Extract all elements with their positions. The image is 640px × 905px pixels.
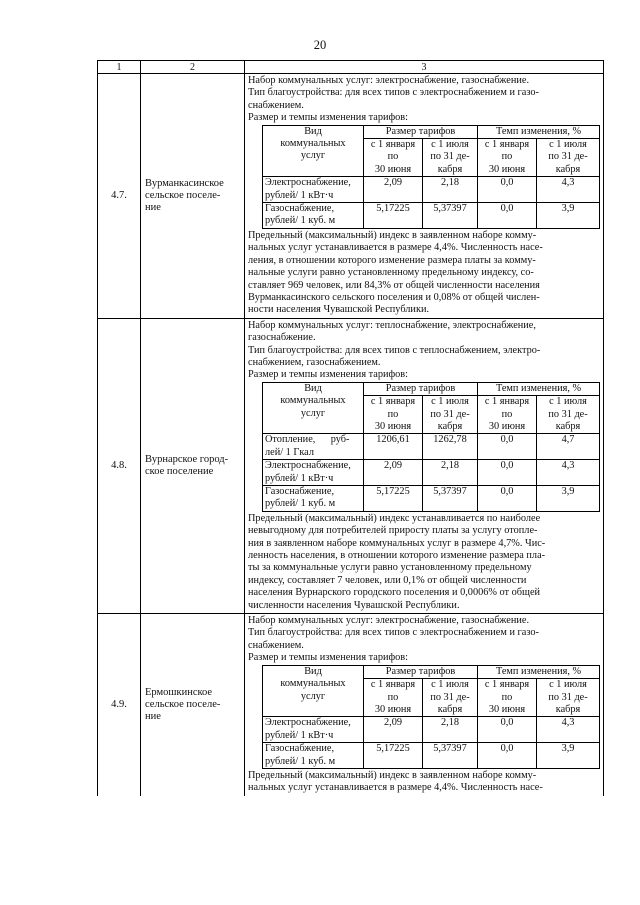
outro-text-line: ления, в отношении которого изменение размера платы за комму- — [248, 254, 536, 266]
tariff-value: 2,18 — [423, 460, 478, 486]
outro-text-line: Предельный (максимальный) индекс в заявленном наборе комму- — [248, 769, 537, 781]
change-rate-value: 3,9 — [537, 486, 600, 512]
row-description — [245, 614, 604, 796]
change-rate-value: 0,0 — [478, 434, 537, 460]
tariff-value: 2,09 — [364, 460, 423, 486]
change-rate-header: Темп изменения, % — [478, 382, 600, 395]
outro-text-line: ленность населения, в отношении которого изменение размера пла- — [248, 550, 546, 562]
change-rate-value: 0,0 — [478, 460, 537, 486]
tariff-value: 2,09 — [364, 717, 423, 743]
period-header-line: с 1 июля — [549, 396, 587, 408]
service-name — [263, 717, 364, 743]
settlement-name — [141, 74, 245, 319]
intro-text-line: Тип благоустройства: для всех типов с теплоснабжением, электро- — [248, 344, 541, 356]
period-header-line: с 1 января — [484, 139, 530, 151]
change-rate-value: 0,0 — [478, 203, 537, 229]
period-header-line: кабря — [555, 420, 581, 432]
outro-text-line: населения Вурнарского городского поселения и 0,0006% от общей — [248, 587, 541, 599]
tariff-value: 5,37397 — [423, 203, 478, 229]
tariff-value: 5,17225 — [364, 203, 423, 229]
tariff-value: 5,37397 — [423, 486, 478, 512]
period-header-line: по — [501, 151, 513, 163]
outro-text-line: нальных услуг устанавливается в размере 4,4%. Численность насе- — [248, 242, 543, 254]
tariff-value: 2,09 — [364, 177, 423, 203]
tariff-table — [97, 60, 604, 796]
period-header-line: по 31 де- — [430, 151, 470, 163]
period-header-line: по 31 де- — [548, 691, 588, 703]
subtable-header-row — [263, 125, 600, 138]
tariff-value: 5,17225 — [364, 486, 423, 512]
header-col-2: 2 — [141, 61, 245, 74]
settlement-name-line: Ермошкинское — [145, 686, 213, 698]
table-row — [98, 318, 604, 613]
settlement-name — [141, 614, 245, 796]
intro-text-line: Размер и темпы изменения тарифов: — [248, 112, 409, 124]
change-rate-value: 4,7 — [537, 434, 600, 460]
table-header-row — [98, 61, 604, 74]
period-header-line: 30 июня — [374, 420, 412, 432]
outro-text-line: невыгодному для потребителей приросту платы за услугу отопле- — [248, 525, 538, 537]
tariff-value: 5,17225 — [364, 743, 423, 769]
outro-text-line: ния в заявленном наборе коммунальных услуг в размере 4,7%. Чис- — [248, 537, 546, 549]
period-header-line: с 1 июля — [431, 679, 469, 691]
period-jan-jun-header — [364, 679, 423, 717]
service-row — [263, 434, 600, 460]
service-name-line: Газоснабжение, — [265, 486, 335, 497]
outro-text-line: индексу, составляет 7 человек, или 0,1% от общей численности — [248, 574, 527, 586]
period-jul-dec-header — [423, 679, 478, 717]
service-row — [263, 486, 600, 512]
period-header-line: с 1 января — [370, 139, 416, 151]
row-description — [245, 318, 604, 613]
period-header-line: по — [387, 151, 399, 163]
tariff-subtable — [262, 125, 600, 229]
period-header-line: кабря — [555, 703, 581, 715]
subtable-header-row — [263, 665, 600, 678]
change-rate-header: Темп изменения, % — [478, 665, 600, 678]
outro-text-line: ставляет 969 человек, или 84,3% от общей численности населения — [248, 279, 540, 291]
period-jul-dec-header — [423, 396, 478, 434]
tariff-size-header: Размер тарифов — [364, 382, 478, 395]
service-name-line: рублей/ 1 кВт·ч — [265, 472, 334, 484]
service-type-header-line: коммунальных — [280, 138, 346, 150]
period-header-line: с 1 июля — [431, 396, 469, 408]
period-header-line: 30 июня — [488, 163, 526, 175]
service-type-header — [263, 125, 364, 177]
period-jan-jun-header — [478, 139, 537, 177]
intro-text-line: Набор коммунальных услуг: электроснабжение, газоснабжение. — [248, 615, 530, 627]
service-type-header-line: коммунальных — [280, 395, 346, 407]
change-rate-value: 0,0 — [478, 177, 537, 203]
period-header-line: с 1 июля — [431, 139, 469, 151]
service-name-line: Электроснабжение, — [265, 460, 351, 472]
change-rate-value: 0,0 — [478, 743, 537, 769]
period-header-line: 30 июня — [488, 703, 526, 715]
tariff-value: 1262,78 — [423, 434, 478, 460]
service-name-line: рублей/ 1 куб. м — [265, 498, 336, 510]
row-number: 4.7. — [98, 74, 141, 319]
settlement-name-line: ское поселение — [145, 465, 214, 477]
settlement-name — [141, 318, 245, 613]
period-header-line: с 1 января — [484, 679, 530, 691]
intro-text-line: снабжением. — [248, 639, 304, 651]
intro-text-line: газоснабжение. — [248, 332, 316, 344]
period-header-line: с 1 января — [370, 396, 416, 408]
tariff-size-header: Размер тарифов — [364, 665, 478, 678]
change-rate-value: 3,9 — [537, 743, 600, 769]
intro-text-line: Тип благоустройства: для всех типов с электроснабжением и газо- — [248, 87, 539, 99]
period-header-line: по 31 де- — [430, 408, 470, 420]
service-name — [263, 434, 364, 460]
table-row — [98, 74, 604, 319]
intro-text-line: снабжением. — [248, 99, 304, 111]
service-row — [263, 743, 600, 769]
outro-text-line: нальные услуги равно установленному предельному индексу, со- — [248, 267, 534, 279]
period-header-line: 30 июня — [374, 163, 412, 175]
tariff-value: 2,18 — [423, 177, 478, 203]
service-name-line: Электроснабжение, — [265, 717, 351, 729]
service-type-header-line: услуг — [300, 150, 326, 162]
tariff-value: 2,18 — [423, 717, 478, 743]
settlement-name-line: сельское поселе- — [145, 189, 221, 201]
service-type-header — [263, 665, 364, 717]
change-rate-value: 3,9 — [537, 203, 600, 229]
service-type-header-line: услуг — [300, 407, 326, 419]
period-jan-jun-header — [364, 139, 423, 177]
service-name — [263, 460, 364, 486]
period-jul-dec-header — [537, 139, 600, 177]
change-rate-value: 4,3 — [537, 177, 600, 203]
outro-text-line: численности населения Чувашской Республики. — [248, 599, 460, 611]
table-row — [98, 614, 604, 796]
tariff-value: 5,37397 — [423, 743, 478, 769]
outro-text-line: Предельный (максимальный) индекс в заявленном наборе комму- — [248, 229, 537, 241]
period-jul-dec-header — [423, 139, 478, 177]
service-name-line: рублей/ 1 куб. м — [265, 215, 336, 227]
service-type-header-line: услуг — [300, 690, 326, 702]
intro-text-line: снабжением, газоснабжением. — [248, 356, 381, 368]
service-name — [263, 486, 364, 512]
period-header-line: 30 июня — [488, 420, 526, 432]
header-col-1: 1 — [98, 61, 141, 74]
outro-text-line: ности населения Чувашской Республики. — [248, 304, 430, 316]
outro-text-line: ты за коммунальные услуги равно установленному предельному — [248, 562, 532, 574]
service-name-line: Газоснабжение, — [265, 203, 335, 215]
service-type-header-line: Вид — [304, 125, 322, 137]
period-header-line: по 31 де- — [548, 151, 588, 163]
outro-text-line: нальных услуг устанавливается в размере 4,4%. Численность насе- — [248, 782, 543, 794]
service-type-header — [263, 382, 364, 434]
header-col-3: 3 — [245, 61, 604, 74]
service-type-header-line: Вид — [304, 665, 322, 677]
service-name-line: рублей/ 1 куб. м — [265, 755, 336, 767]
service-type-header-line: Вид — [304, 382, 322, 394]
page-number: 20 — [313, 38, 327, 52]
service-row — [263, 177, 600, 203]
change-rate-value: 0,0 — [478, 486, 537, 512]
change-rate-value: 0,0 — [478, 717, 537, 743]
service-name — [263, 743, 364, 769]
outro-text-line: Вурманкасинского сельского поселения и 0,08% от общей числен- — [248, 291, 540, 303]
period-header-line: кабря — [555, 163, 581, 175]
service-row — [263, 717, 600, 743]
service-name-line: лей/ 1 Гкал — [265, 446, 314, 458]
row-number: 4.9. — [98, 614, 141, 796]
service-name-line: рублей/ 1 кВт·ч — [265, 729, 334, 741]
settlement-name-line: Вурманкасинское — [145, 177, 224, 189]
period-header-line: по — [387, 408, 399, 420]
intro-text-line: Набор коммунальных услуг: электроснабжение, газоснабжение. — [248, 75, 530, 86]
settlement-name-line: ние — [145, 710, 161, 722]
service-name-line: Электроснабжение, — [265, 177, 351, 189]
period-header-line: по 31 де- — [430, 691, 470, 703]
period-jan-jun-header — [478, 396, 537, 434]
service-name — [263, 177, 364, 203]
tariff-subtable — [262, 665, 600, 769]
period-header-line: с 1 января — [370, 679, 416, 691]
intro-text-line: Размер и темпы изменения тарифов: — [248, 369, 409, 381]
intro-text-line: Размер и темпы изменения тарифов: — [248, 652, 409, 664]
row-description — [245, 74, 604, 319]
period-header-line: 30 июня — [374, 703, 412, 715]
settlement-name-line: ние — [145, 201, 161, 213]
row-number: 4.8. — [98, 318, 141, 613]
period-header-line: с 1 июля — [549, 139, 587, 151]
service-name-line: Отопление, руб- — [265, 434, 350, 446]
subtable-header-row — [263, 382, 600, 395]
period-header-line: с 1 января — [484, 396, 530, 408]
period-header-line: с 1 июля — [549, 679, 587, 691]
intro-text-line: Тип благоустройства: для всех типов с электроснабжением и газо- — [248, 627, 539, 639]
service-name-line: Газоснабжение, — [265, 743, 335, 755]
period-header-line: кабря — [437, 420, 463, 432]
period-jul-dec-header — [537, 396, 600, 434]
period-header-line: по 31 де- — [548, 408, 588, 420]
period-header-line: кабря — [437, 163, 463, 175]
tariff-subtable — [262, 382, 600, 512]
period-header-line: кабря — [437, 703, 463, 715]
settlement-name-line: сельское поселе- — [145, 698, 221, 710]
period-jul-dec-header — [537, 679, 600, 717]
period-jan-jun-header — [478, 679, 537, 717]
service-name-line: рублей/ 1 кВт·ч — [265, 189, 334, 201]
period-jan-jun-header — [364, 396, 423, 434]
intro-text-line: Набор коммунальных услуг: теплоснабжение, электроснабжение, — [248, 319, 536, 331]
change-rate-value: 4,3 — [537, 717, 600, 743]
settlement-name-line: Вурнарское город- — [145, 453, 229, 465]
tariff-value: 1206,61 — [364, 434, 423, 460]
period-header-line: по — [501, 691, 513, 703]
outro-text-line: Предельный (максимальный) индекс устанавливается по наиболее — [248, 512, 541, 524]
tariff-size-header: Размер тарифов — [364, 125, 478, 138]
change-rate-value: 4,3 — [537, 460, 600, 486]
period-header-line: по — [387, 691, 399, 703]
service-name — [263, 203, 364, 229]
change-rate-header: Темп изменения, % — [478, 125, 600, 138]
period-header-line: по — [501, 408, 513, 420]
service-row — [263, 460, 600, 486]
service-type-header-line: коммунальных — [280, 678, 346, 690]
service-row — [263, 203, 600, 229]
